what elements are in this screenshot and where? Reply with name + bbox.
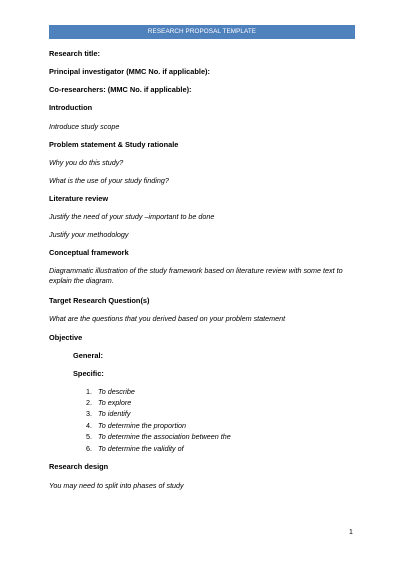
principal-investigator-label: Principal investigator (MMC No. if applicable):: [49, 67, 210, 76]
list-item: [86, 398, 131, 408]
introduction-heading: Introduction: [49, 103, 93, 112]
conceptual-framework-heading: Conceptual framework: [49, 248, 129, 257]
target-research-questions-body: What are the questions that you derived based on your problem statement: [49, 314, 286, 323]
list-item-text: To describe: [98, 387, 135, 396]
page-number: 1: [349, 529, 353, 536]
list-item-number: 5.: [86, 432, 92, 441]
conceptual-framework-body: Diagrammatic illustration of the study framework based on literature review with some text to explain the diagram.: [49, 266, 343, 285]
list-item: [86, 432, 231, 442]
list-item: [86, 444, 184, 454]
introduction-body: Introduce study scope: [49, 122, 120, 131]
list-item-number: 3.: [86, 409, 92, 418]
list-item-text: To determine the association between the: [98, 432, 231, 441]
list-item: [86, 421, 186, 431]
list-item-number: 2.: [86, 398, 92, 407]
list-item: [86, 387, 135, 397]
research-design-heading: Research design: [49, 462, 109, 471]
problem-statement-heading: Problem statement & Study rationale: [49, 140, 179, 149]
list-item-number: 4.: [86, 421, 92, 430]
objective-specific-label: Specific:: [73, 369, 104, 378]
list-item-text: To identify: [98, 409, 131, 418]
list-item-text: To explore: [98, 398, 132, 407]
list-item-number: 1.: [86, 387, 92, 396]
research-design-body: You may need to split into phases of study: [49, 481, 184, 490]
research-title-label: Research title:: [49, 49, 100, 58]
list-item: [86, 409, 131, 419]
target-research-questions-heading: Target Research Question(s): [49, 296, 150, 305]
literature-review-body-1: Justify the need of your study –important to be done: [49, 212, 215, 221]
problem-statement-body-1: Why you do this study?: [49, 158, 124, 167]
co-researchers-label: Co-researchers: (MMC No. if applicable):: [49, 85, 192, 94]
list-item-text: To determine the validity of: [98, 444, 184, 453]
literature-review-body-2: Justify your methodology: [49, 230, 129, 239]
literature-review-heading: Literature review: [49, 194, 109, 203]
list-item-text: To determine the proportion: [98, 421, 187, 430]
objective-heading: Objective: [49, 333, 83, 342]
objective-general-label: General:: [73, 351, 103, 360]
problem-statement-body-2: What is the use of your study finding?: [49, 176, 169, 185]
list-item-number: 6.: [86, 444, 92, 453]
document-title-banner: RESEARCH PROPOSAL TEMPLATE: [49, 25, 355, 39]
